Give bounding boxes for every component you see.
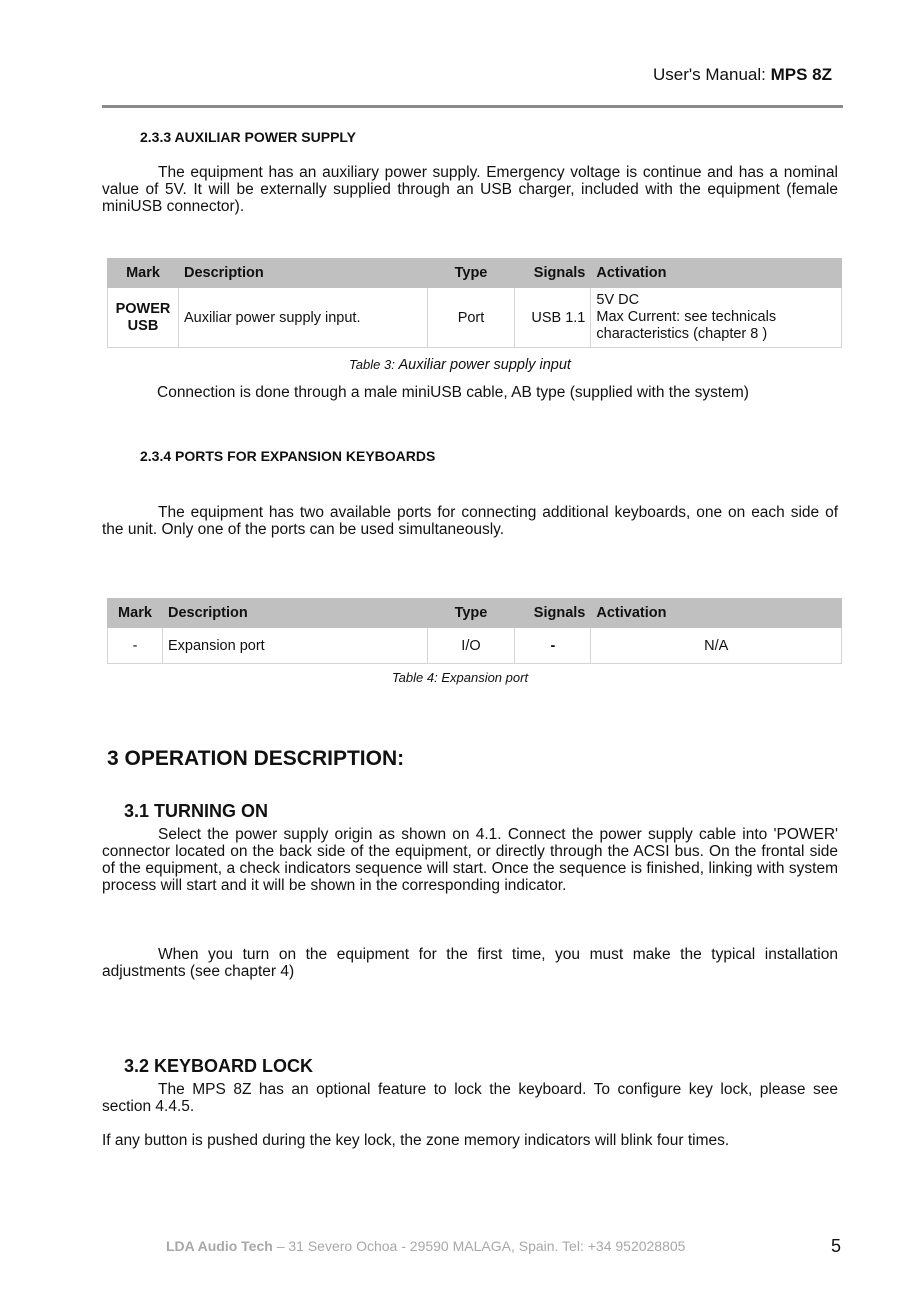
cell-description: Expansion port [162, 628, 427, 664]
paragraph-first-time: When you turn on the equipment for the first time, you must make the typical installation adjustments (see chapter 4) [102, 946, 838, 980]
cell-activation: N/A [591, 628, 842, 664]
col-signals: Signals [515, 259, 591, 288]
footer-company: LDA Audio Tech [166, 1238, 273, 1254]
paragraph-aux-power: The equipment has an auxiliary power supply. Emergency voltage is continue and has a nominal value of 5V. It will be externally supplied through an USB charger, included with the equipment (female miniUSB connector). [102, 164, 838, 215]
heading-3-2: 3.2 KEYBOARD LOCK [124, 1056, 314, 1076]
col-activation: Activation [591, 599, 842, 628]
paragraph-connection: Connection is done through a male miniUSB cable, AB type (supplied with the system) [157, 384, 749, 401]
col-mark: Mark [108, 599, 163, 628]
col-description: Description [162, 599, 427, 628]
col-description: Description [178, 259, 427, 288]
heading-2-3-3: 2.3.3 AUXILIAR POWER SUPPLY [140, 129, 357, 145]
table-aux-power [107, 258, 842, 348]
col-activation: Activation [591, 259, 842, 288]
cell-signals: - [515, 628, 591, 664]
col-type: Type [427, 259, 515, 288]
footer-address: – 31 Severo Ochoa - 29590 MALAGA, Spain. Tel: +34 952028805 [272, 1238, 686, 1254]
page-header [653, 65, 832, 85]
activation-line-1: 5V DC [596, 292, 640, 308]
cell-mark [108, 288, 179, 348]
col-signals: Signals [515, 599, 591, 628]
header-rule [102, 105, 843, 108]
table-4-caption: Table 4: Expansion port [391, 670, 529, 685]
table-row [108, 628, 842, 664]
heading-3: 3 OPERATION DESCRIPTION: [107, 747, 405, 770]
activation-line-3: characteristics (chapter 8 ) [596, 326, 768, 342]
paragraph-turning-on: Select the power supply origin as shown on 4.1. Connect the power supply cable into 'POWER' connector located on the back side of the equipment, or directly through the ACSI bus. On the frontal side of the equipment, a check indicators sequence will start. Once the sequence is finished, linking with system process will start and it will be shown in the corresponding indicator. [102, 826, 838, 894]
caption-label: Table 3: [349, 357, 399, 372]
cell-type: Port [427, 288, 515, 348]
page-number: 5 [831, 1236, 842, 1256]
mark-line-2: USB [127, 317, 159, 334]
header-product: MPS 8Z [770, 65, 832, 84]
table-row [108, 288, 842, 348]
caption-text: Auxiliar power supply input [398, 357, 571, 373]
table-3-caption [0, 357, 920, 373]
cell-signals: USB 1.1 [515, 288, 591, 348]
table-header-row [108, 259, 842, 288]
heading-2-3-4: 2.3.4 PORTS FOR EXPANSION KEYBOARDS [140, 448, 436, 464]
col-mark: Mark [108, 259, 179, 288]
paragraph-expansion: The equipment has two available ports for connecting additional keyboards, one on each side of the unit. Only one of the ports can be used simultaneously. [102, 504, 838, 538]
cell-description: Auxiliar power supply input. [178, 288, 427, 348]
table-header-row [108, 599, 842, 628]
header-title-prefix: User's Manual: [653, 65, 771, 84]
heading-3-1: 3.1 TURNING ON [124, 801, 269, 821]
col-type: Type [427, 599, 515, 628]
cell-mark: - [108, 628, 163, 664]
activation-line-2: Max Current: see technicals [596, 309, 777, 325]
paragraph-keyboard-lock: The MPS 8Z has an optional feature to lock the keyboard. To configure key lock, please see section 4.4.5. [102, 1081, 838, 1115]
cell-activation [591, 288, 842, 348]
page-footer [166, 1238, 685, 1254]
paragraph-key-lock-blink: If any button is pushed during the key lock, the zone memory indicators will blink four times. [102, 1132, 730, 1149]
mark-line-1: POWER [115, 300, 171, 317]
table-expansion [107, 598, 842, 664]
cell-type: I/O [427, 628, 515, 664]
